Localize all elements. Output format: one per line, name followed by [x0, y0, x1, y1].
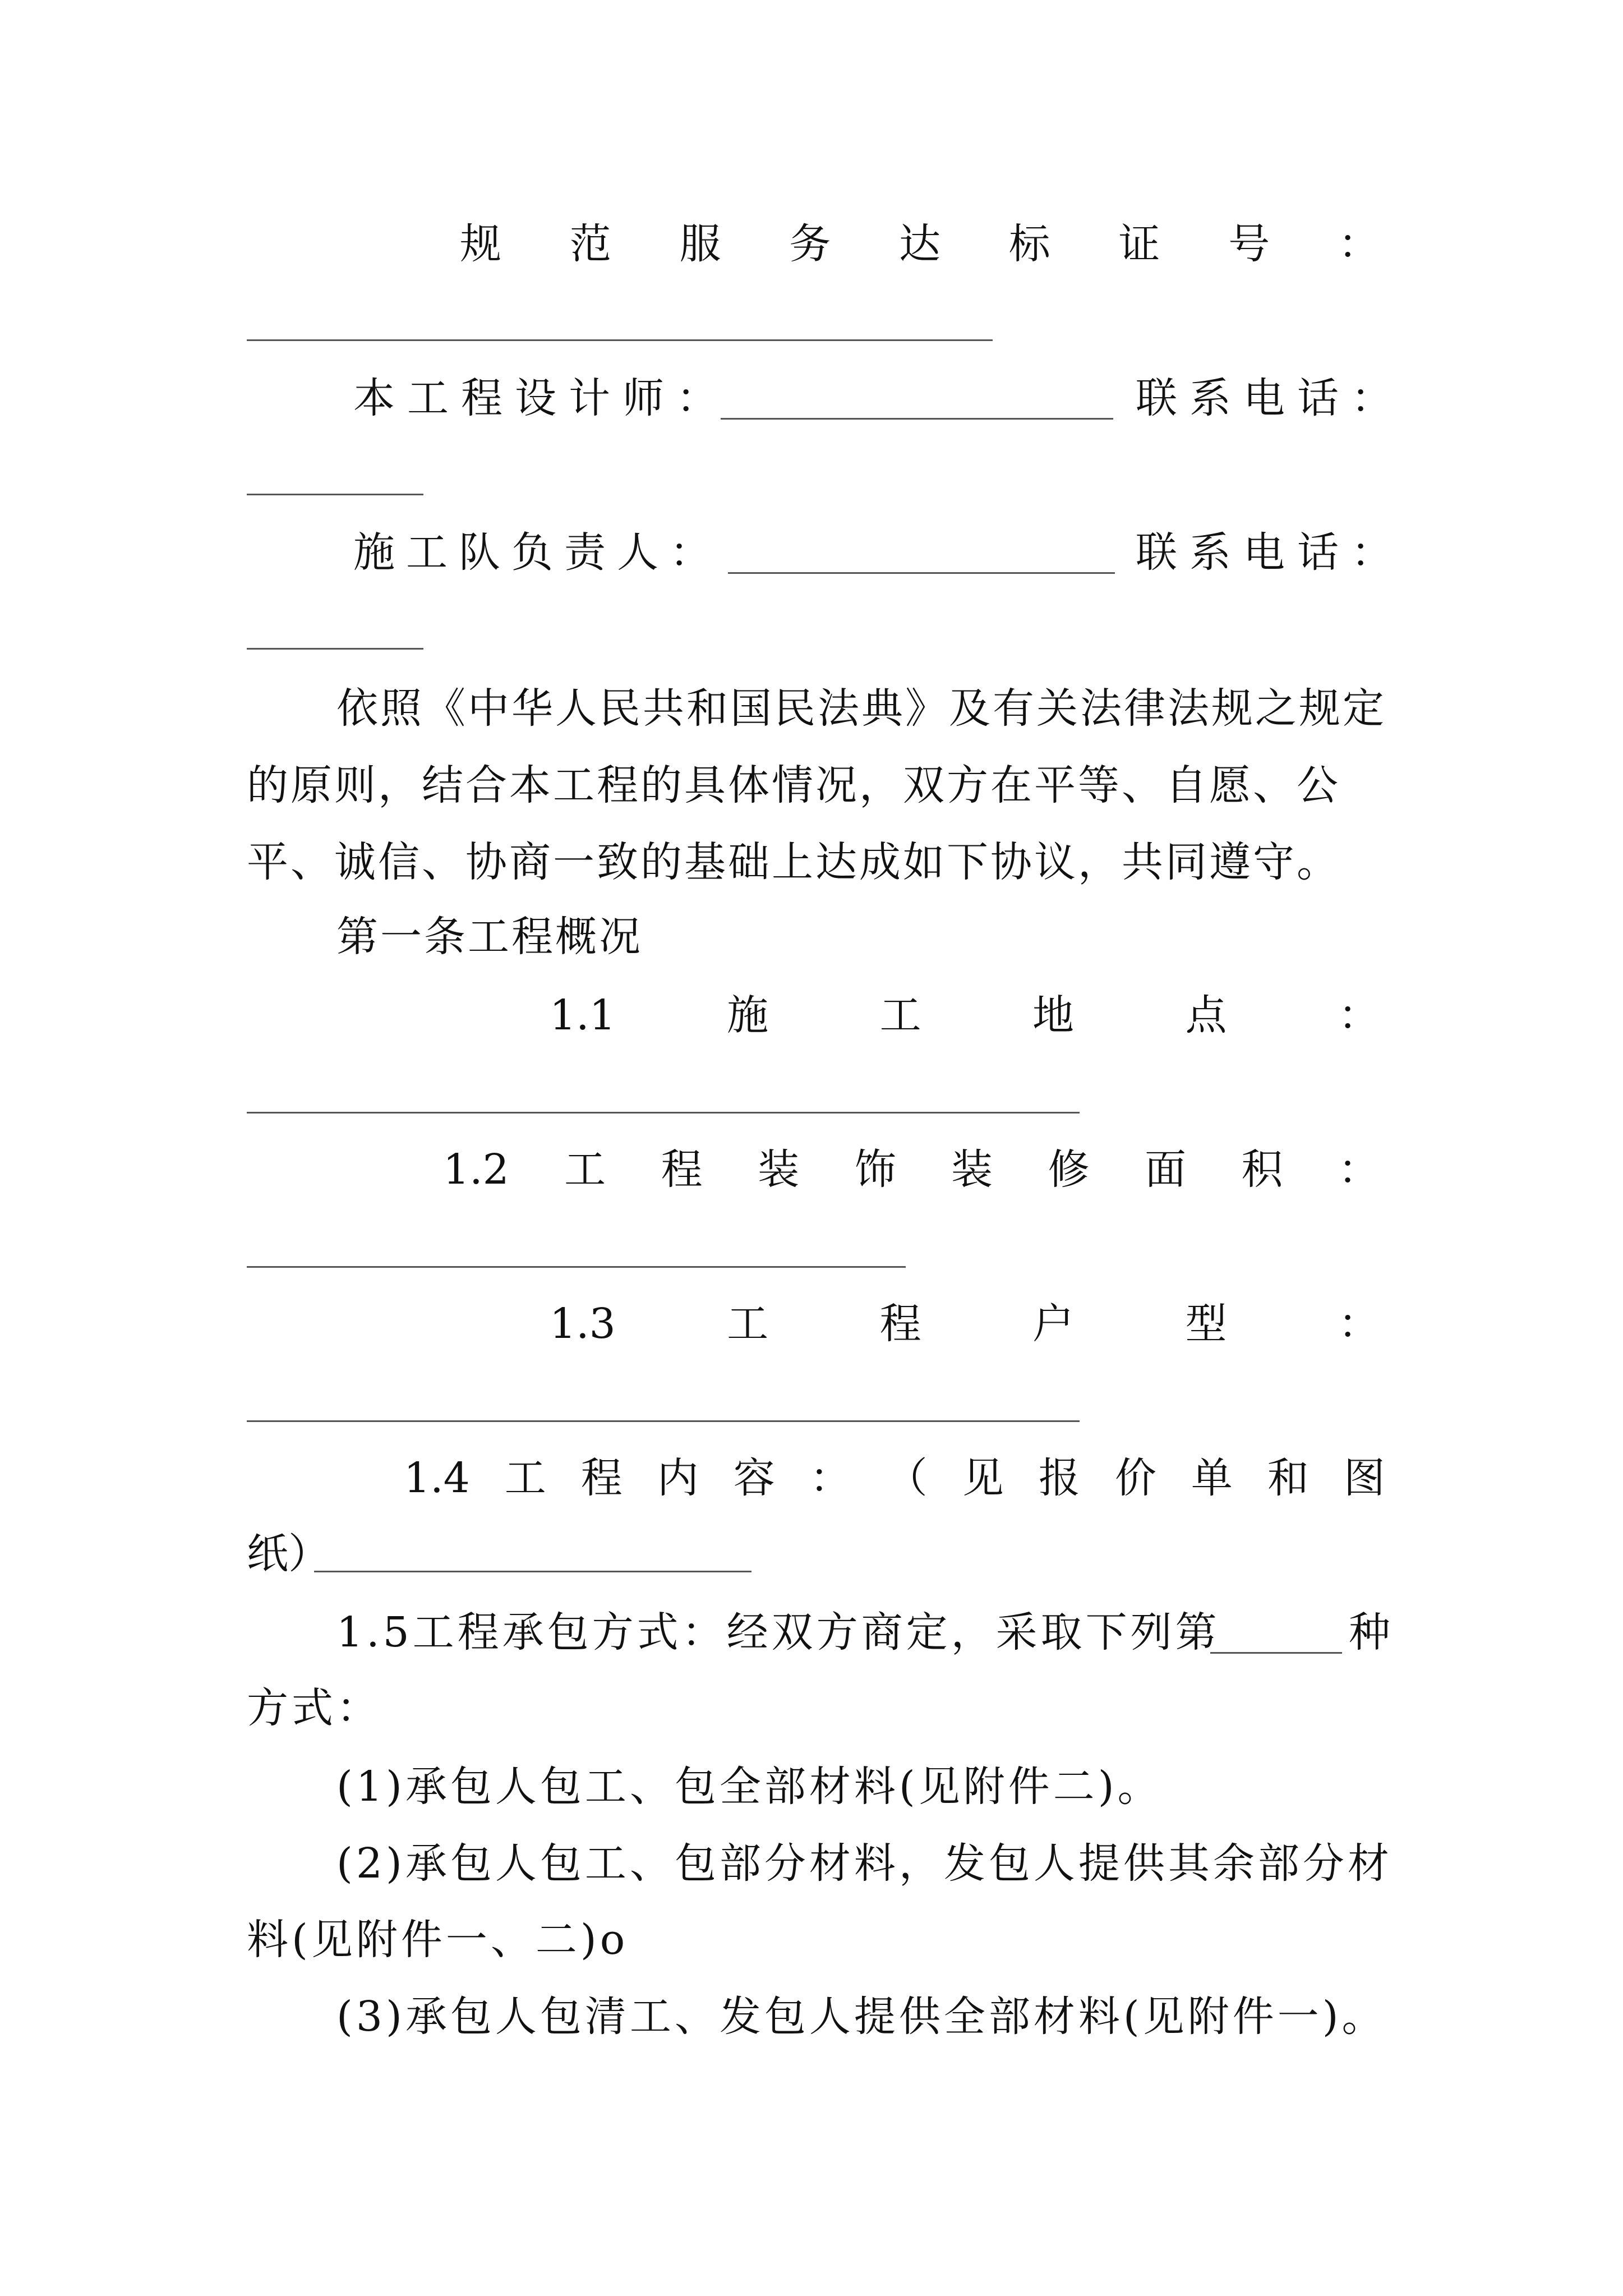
item-1-4-label: 1.4 工 程 内 容 ： （ 见 报 价 单 和 图: [404, 1454, 1385, 1502]
designer-blank[interactable]: [721, 418, 1113, 420]
team-leader-phone-label: 联系电话：: [1136, 528, 1405, 577]
item-1-1-label: 1.1 施 工 地 点 ：: [550, 991, 1380, 1039]
item-1-5-line1-end: 种: [1349, 1608, 1390, 1657]
designer-label: 本工程设计师：: [353, 374, 730, 422]
designer-phone-blank[interactable]: [247, 494, 423, 495]
item-1-3-label: 1.3 工 程 户 型 ：: [550, 1300, 1380, 1348]
item-1-2-blank[interactable]: [247, 1266, 906, 1268]
intro-paragraph: 依照《中华人民共和国民法典》及有关法律法规之规定的原则，结合本工程的具体情况，双方在平等、自愿、公平、诚信、协商一致的基础上达成如下协议，共同遵守。: [247, 684, 1386, 886]
item-1-2-label: 1.2 工 程 装 饰 装 修 面 积 ：: [443, 1145, 1380, 1194]
item-1-4-line2: 纸）: [247, 1530, 330, 1578]
option-2-line1: (2)承包人包工、包部分材料，发包人提供其余部分材: [336, 1839, 1393, 1888]
option-3: (3)承包人包清工、发包人提供全部材料(见附件一)。: [336, 1993, 1387, 2041]
article1-title: 第一条工程概况: [336, 913, 643, 961]
team-leader-phone-blank[interactable]: [247, 648, 423, 650]
designer-phone-label: 联系电话：: [1136, 374, 1405, 422]
item-1-1-blank[interactable]: [247, 1112, 1080, 1114]
item-1-5-line1: 1.5工程承包方式：经双方商定，采取下列第: [336, 1608, 1220, 1657]
item-1-4-blank[interactable]: [314, 1571, 751, 1572]
item-1-3-blank[interactable]: [247, 1420, 1080, 1422]
standard-cert-blank[interactable]: [247, 339, 993, 341]
team-leader-label: 施工队负责人：: [353, 528, 722, 577]
option-1: (1)承包人包工、包全部材料(见附件二)。: [336, 1763, 1163, 1811]
option-2-line2: 料(见附件一、二)o: [247, 1916, 629, 1964]
item-1-5-blank[interactable]: [1210, 1652, 1342, 1654]
standard-cert-label: 规 范 服 务 达 标 证 号 ：: [460, 220, 1380, 268]
item-1-5-line2: 方式：: [247, 1684, 381, 1732]
team-leader-blank[interactable]: [728, 572, 1115, 574]
